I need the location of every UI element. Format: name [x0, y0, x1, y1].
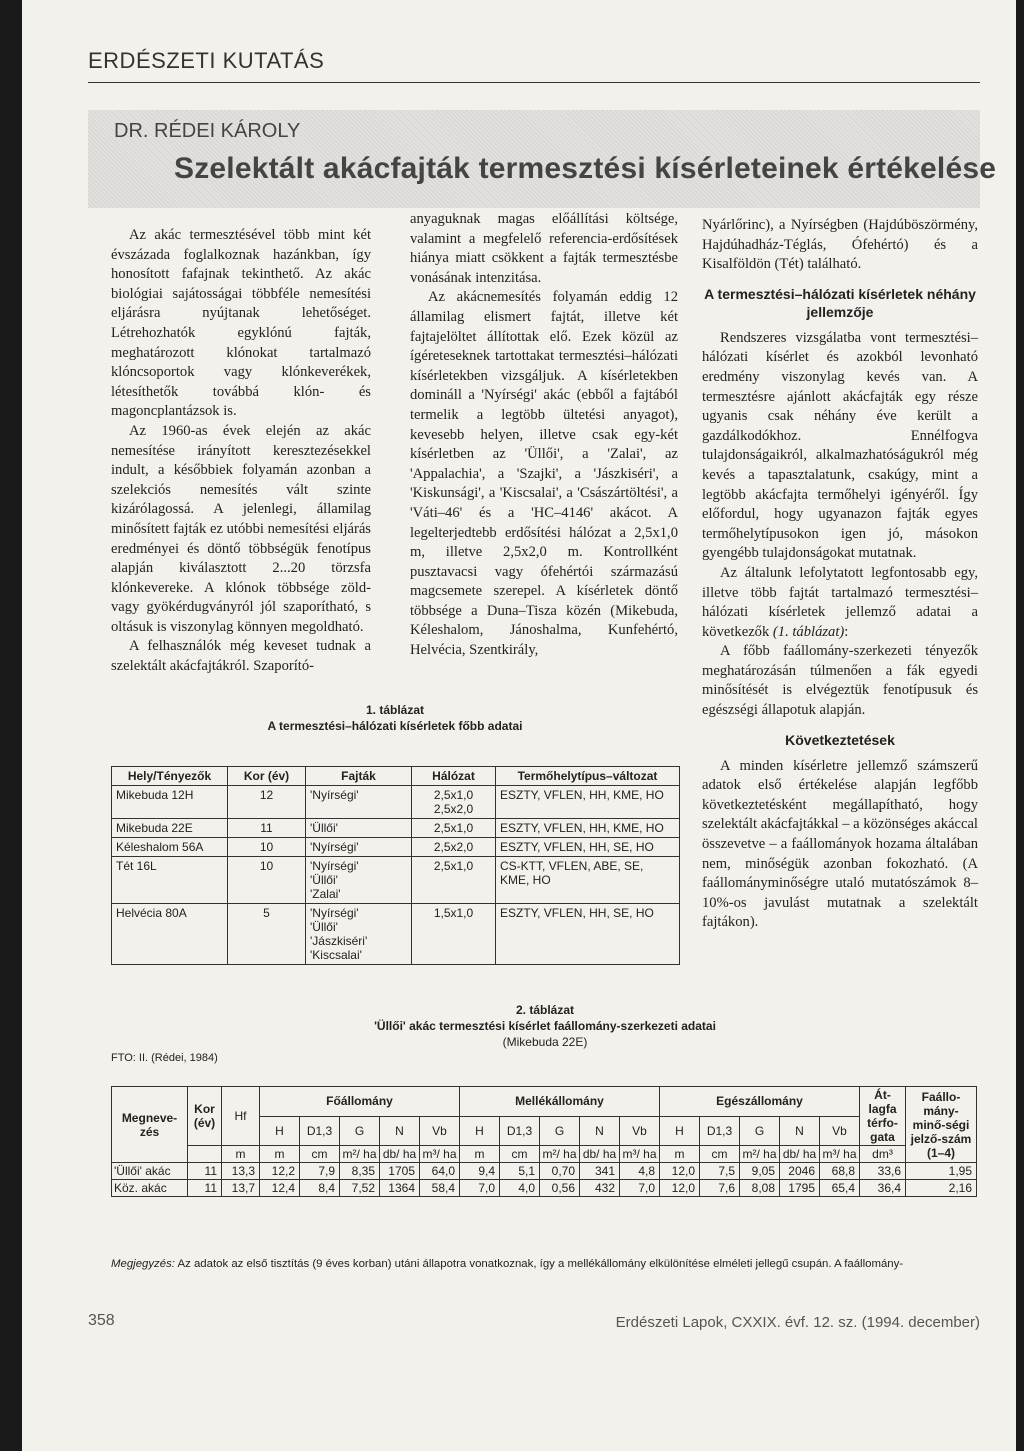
paragraph: Az akác termesztésével több mint két évszázada foglalkoznak hazánkban, így honosított fafajnak tekinthető. Az akác biológiai sajátosságai többféle nemesítési eljárásra nyújtanak lehetőséget. Létrehozhatók egyklónú fajták, meghatározott klónokat tartalmazó klóncsoportok vagy klónkeverékek, létesíthetők továbbá klón- és magoncplantázsok is. [111, 227, 371, 420]
variety: 'Kiscsalai' [310, 948, 362, 962]
paragraph: Rendszeres vizsgálatba vont termesztési–hálózati kísérlet és azokból levonható eredmény viszonylag kevés van. A termesztésre ajánlott akácfajták egy része ugyanis csak néhány éve került a gazdálkodókhoz. Ennélfogva tulajdonságaikról, alkalmazhatóságukról még kevés a tapasztalatunk, csakúgy, mint a legtöbb akácfajta termőhelyi igényéről. Így előfordul, hogy ugyanazon fajták egyes termőhelytípusokon igen jó, másokon gyengébb tulajdonságokat mutatnak. [702, 329, 978, 562]
table-header-row [112, 767, 680, 786]
table1-source: FTO: II. (Rédei, 1984) [111, 1052, 218, 1064]
cell-location: Mikebuda 12H [112, 786, 228, 819]
article-author: DR. RÉDEI KÁROLY [114, 120, 301, 142]
journal-citation: Erdészeti Lapok, CXXIX. évf. 12. sz. (1994. december) [615, 1314, 980, 1331]
cell-spacing [412, 904, 496, 965]
paragraph: Nyárlőrinc), a Nyírségben (Hajdúböszörmény, Hajdúhadház-Téglás, Ófehértó) és a Kisalföldön (Tét) található. [702, 217, 978, 273]
column-subheader: N [780, 1116, 820, 1146]
table2-subtitle: (Mikebuda 22E) [502, 1035, 588, 1049]
title-banner [88, 110, 997, 208]
table-row [112, 786, 680, 819]
cell-age: 12 [228, 786, 306, 819]
column-subheader: D1,3 [300, 1116, 340, 1146]
cell-value: 65,4 [820, 1180, 860, 1197]
column-subheader: G [340, 1116, 380, 1146]
column-group-header: Főállomány [260, 1087, 460, 1117]
text-column-2 [410, 210, 678, 661]
note-text: Az adatok az első tisztítás (9 éves korban) utáni állapotra vonatkoznak, így a mellékállomány elkülönítése elméleti jellegű csupán. A faállomány- [177, 1258, 904, 1270]
cell-value: 12,2 [260, 1163, 300, 1180]
paragraph: Az 1960-as évek elején az akác nemesítése irányított keresztezésekkel indult, a későbbiek folyamán azonban a szelekciós nemesítés vált szinte kizárólagossá. A jelenlegi, államilag minősített fajták ez utóbbi nemesítési eljárás eredményei és döntő többségük fenotípus alapján kiválasztott 2...20 törzsfa klónkevereke. A klónok többsége zöld- vagy gyökérdugványról jól szaporítható, s oltásuk is viszonylag könnyen megoldható. [111, 422, 371, 635]
table-header-row [112, 1087, 977, 1117]
column-header: Kor (év) [228, 767, 306, 786]
cell-value: 7,6 [700, 1180, 740, 1197]
cell-value: 2,16 [906, 1180, 977, 1197]
cell-value: 1795 [780, 1180, 820, 1197]
cell-value: 12,0 [660, 1180, 700, 1197]
row-label: 'Üllői' akác [112, 1163, 188, 1180]
table1-caption [222, 702, 568, 734]
column-subheader: G [540, 1116, 580, 1146]
spacing: 2,5x2,0 [433, 840, 474, 854]
column-subheader: N [580, 1116, 620, 1146]
cell-age: 10 [228, 857, 306, 904]
column-subheader: Vb [820, 1116, 860, 1146]
page-number: 358 [88, 1312, 115, 1329]
page [22, 0, 1016, 1451]
cell-value: 8,4 [300, 1180, 340, 1197]
unit-cell: cm [500, 1146, 540, 1163]
cell-value: 12,0 [660, 1163, 700, 1180]
cell-value: 36,4 [860, 1180, 906, 1197]
cell-value: 68,8 [820, 1163, 860, 1180]
cell-value: 9,4 [460, 1163, 500, 1180]
column-subheader: Vb [420, 1116, 460, 1146]
cell-location: Mikebuda 22E [112, 819, 228, 838]
table-row [112, 904, 680, 965]
variety: 'Üllői' [310, 873, 338, 887]
text-column-3 [702, 216, 978, 933]
column-subheader: H [660, 1116, 700, 1146]
column-header: Hely/Tényezők [112, 767, 228, 786]
column-subheader: Vb [620, 1116, 660, 1146]
header-rule [88, 82, 980, 83]
section-heading: Következtetések [785, 731, 895, 748]
cell-value: 12,4 [260, 1180, 300, 1197]
table1-body [112, 786, 680, 965]
column-header: Kor (év) [188, 1087, 222, 1146]
cell-value: 11 [188, 1163, 222, 1180]
cell-location: Helvécia 80A [112, 904, 228, 965]
column-header: Hf [222, 1087, 260, 1146]
column-subheader: H [260, 1116, 300, 1146]
cell-location: Kéleshalom 56A [112, 838, 228, 857]
column-subheader: N [380, 1116, 420, 1146]
unit-cell: m [660, 1146, 700, 1163]
table1-number: 1. táblázat [365, 703, 425, 717]
cell-value: 341 [580, 1163, 620, 1180]
paragraph: anyaguknak magas előállítási költsége, valamint a megfelelő referencia-erdősítések hiánya miatt csökkent a fajták termesztésbe vonásának intenzitása. [410, 211, 678, 286]
unit-cell: m [260, 1146, 300, 1163]
cell-value: 2046 [780, 1163, 820, 1180]
column-group-header: Mellékállomány [460, 1087, 660, 1117]
variety: 'Üllői' [310, 920, 338, 934]
cell-varieties [306, 857, 412, 904]
cell-value: 13,3 [222, 1163, 260, 1180]
cell-value: 4,0 [500, 1180, 540, 1197]
text-column-1 [111, 226, 371, 677]
cell-value: 8,35 [340, 1163, 380, 1180]
cell-varieties [306, 819, 412, 838]
cell-value: 0,56 [540, 1180, 580, 1197]
table-row [112, 819, 680, 838]
unit-cell: m [460, 1146, 500, 1163]
cell-value: 1705 [380, 1163, 420, 1180]
unit-cell: m³/ ha [620, 1146, 660, 1163]
cell-value: 1364 [380, 1180, 420, 1197]
paragraph: Az akácnemesítés folyamán eddig 12 államilag elismert fajtát, illetve két fajtajelöltet állítottak elő. Ezek közül az ígéreteseknek tartottakat termesztési–hálózati kísérletekben vizsgáljuk. A kísérletekben domináll a 'Nyírségi' akác (ebből a fajtából termelik a legtöbb ültetési anyagot), kevesebb helyen, illetve csak egy-két kísérletben az 'Üllői', a 'Zalai', az 'Appalachia', a 'Szajki', a 'Jászkiséri', a 'Kiskunsági', a 'Kiscsalai', a 'Császártöltési', a 'Váti–46' és a 'HC–4146' akácot. A legelterjedtebb erdősítési hálózat a 2,5x1,0 m, illetve 2,5x2,0 m. Kontrollként pusztavacsi vagy ófehértói származású magcsemete szerepel. A kísérletek döntő többsége a Duna–Tisza közén (Mikebuda, Kéleshalom, Jánoshalma, Kunfehértó, Helvécia, Szentkirály, [410, 289, 678, 659]
table2-body [112, 1163, 977, 1197]
table-row [112, 1163, 977, 1180]
column-header: Megneve-zés [112, 1087, 188, 1163]
table-row [112, 857, 680, 904]
cell-spacing [412, 857, 496, 904]
unit-cell: m³/ ha [820, 1146, 860, 1163]
cell-value: 13,7 [222, 1180, 260, 1197]
unit-cell: db/ ha [780, 1146, 820, 1163]
cell-site-type: ESZTY, VFLEN, HH, SE, HO [496, 838, 680, 857]
paragraph [702, 564, 978, 642]
cell-age: 5 [228, 904, 306, 965]
unit-cell [188, 1146, 222, 1163]
unit-cell: m²/ ha [340, 1146, 380, 1163]
variety: 'Nyírségi' [310, 859, 359, 873]
cell-value: 8,08 [740, 1180, 780, 1197]
column-header: Hálózat [412, 767, 496, 786]
cell-value: 7,0 [460, 1180, 500, 1197]
cell-value: 58,4 [420, 1180, 460, 1197]
column-header: Át-lagfa térfo-gata [860, 1087, 906, 1146]
table-row [112, 1180, 977, 1197]
column-header: Fajták [306, 767, 412, 786]
variety: 'Jászkiséri' [310, 934, 368, 948]
column-subheader: G [740, 1116, 780, 1146]
section-header: ERDÉSZETI KUTATÁS [88, 48, 325, 73]
cell-spacing [412, 819, 496, 838]
unit-cell: m²/ ha [740, 1146, 780, 1163]
cell-value: 7,0 [620, 1180, 660, 1197]
column-subheader: H [460, 1116, 500, 1146]
cell-value: 1,95 [906, 1163, 977, 1180]
spacing: 1,5x1,0 [433, 906, 474, 920]
table-note [111, 1258, 981, 1270]
cell-site-type: CS-KTT, VFLEN, ABE, SE, KME, HO [496, 857, 680, 904]
variety: 'Nyírségi' [310, 788, 359, 802]
variety: 'Zalai' [310, 887, 341, 901]
paragraph: A főbb faállomány-szerkezeti tényezők meghatározásán túlmenően a fák egyedi minősítését is elvégeztük fenotípusuk és egészségi állapotuk alapján. [702, 643, 978, 719]
table1-title: A termesztési–hálózati kísérletek főbb adatai [267, 719, 523, 733]
cell-value: 64,0 [420, 1163, 460, 1180]
cell-site-type: ESZTY, VFLEN, HH, SE, HO [496, 904, 680, 965]
table-row [112, 838, 680, 857]
variety: 'Nyírségi' [310, 906, 359, 920]
cell-varieties [306, 838, 412, 857]
spacing: 2,5x1,0 [433, 788, 474, 802]
cell-value: 4,8 [620, 1163, 660, 1180]
spacing: 2,5x1,0 [433, 821, 474, 835]
spacing: 2,5x1,0 [433, 859, 474, 873]
cell-location: Tét 16L [112, 857, 228, 904]
note-label: Megjegyzés: [111, 1258, 175, 1270]
unit-cell: cm [700, 1146, 740, 1163]
cell-value: 11 [188, 1180, 222, 1197]
cell-spacing [412, 786, 496, 819]
unit-cell: m [222, 1146, 260, 1163]
cell-age: 11 [228, 819, 306, 838]
article-title: Szelektált akácfajták termesztési kísérleteinek értékelése [174, 152, 997, 185]
paragraph: A felhasználók még keveset tudnak a szelektált akácfajtákról. Szaporító- [111, 638, 371, 675]
column-subheader: D1,3 [500, 1116, 540, 1146]
cell-value: 0,70 [540, 1163, 580, 1180]
cell-value: 7,5 [700, 1163, 740, 1180]
paragraph-text: Az általunk lefolytatott legfontosabb egy, illetve több fajtát tartalmazó termesztési–hálózati kísérletek jellemző adatai a következők [702, 564, 978, 640]
cell-varieties [306, 904, 412, 965]
cell-site-type: ESZTY, VFLEN, HH, KME, HO [496, 819, 680, 838]
spacing: 2,5x2,0 [433, 802, 474, 816]
row-label: Köz. akác [112, 1180, 188, 1197]
unit-cell: db/ ha [380, 1146, 420, 1163]
cell-value: 7,9 [300, 1163, 340, 1180]
cell-value: 5,1 [500, 1163, 540, 1180]
variety: 'Nyírségi' [310, 840, 359, 854]
unit-cell: m²/ ha [540, 1146, 580, 1163]
column-subheader: D1,3 [700, 1116, 740, 1146]
table-units-row [112, 1146, 977, 1163]
cell-age: 10 [228, 838, 306, 857]
unit-cell: m³/ ha [420, 1146, 460, 1163]
table2-caption [360, 1002, 730, 1050]
unit-cell: db/ ha [580, 1146, 620, 1163]
table2 [111, 1086, 977, 1197]
cell-value: 7,52 [340, 1180, 380, 1197]
table2-number: 2. táblázat [515, 1003, 575, 1017]
section-heading: A termesztési–hálózati kísérletek néhány jellemzője [704, 285, 976, 320]
paragraph: A minden kísérletre jellemző számszerű adatok első értékelése alapján legfőbb következtetésként megállapítható, hogy szelektált akácfajtákkal – a közönséges akáccal összevetve – a faállományok hozama általában nem, minőségük azonban fokozható. (A faállományminőségre utaló mutatószámok 8–10%-os javulást mutatnak a szelektált fajtákon). [702, 757, 978, 931]
unit-cell: dm³ [860, 1146, 906, 1163]
paragraph-text: : [844, 623, 849, 640]
cell-value: 432 [580, 1180, 620, 1197]
column-header: Faállo-mány-minő-ségi jelző-szám (1–4) [906, 1087, 977, 1163]
column-group-header: Egészállomány [660, 1087, 860, 1117]
variety: 'Üllői' [310, 821, 338, 835]
column-header: Termőhelytípus–változat [496, 767, 680, 786]
cell-site-type: ESZTY, VFLEN, HH, KME, HO [496, 786, 680, 819]
cell-spacing [412, 838, 496, 857]
cell-value: 33,6 [860, 1163, 906, 1180]
table-reference: (1. táblázat) [772, 623, 845, 640]
table2-title: 'Üllői' akác termesztési kísérlet faállomány-szerkezeti adatai [374, 1019, 716, 1033]
unit-cell: cm [300, 1146, 340, 1163]
table1 [111, 766, 680, 965]
cell-varieties [306, 786, 412, 819]
cell-value: 9,05 [740, 1163, 780, 1180]
